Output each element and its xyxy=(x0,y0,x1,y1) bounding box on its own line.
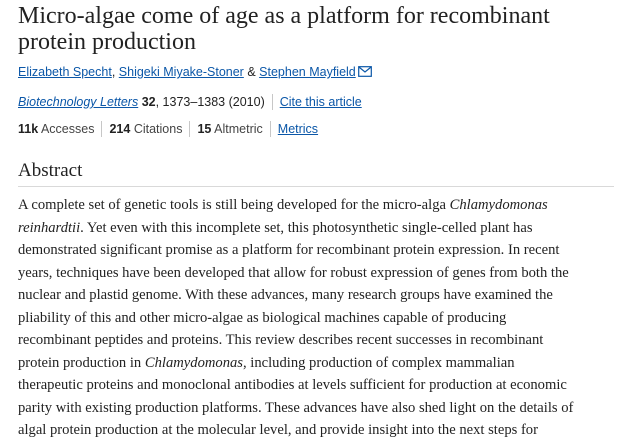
volume-number: 32 xyxy=(141,95,156,109)
author-link[interactable]: Stephen Mayfield xyxy=(259,65,356,79)
abstract-text-run: A complete set of genetic tools is still being developed for the micro-alga xyxy=(18,197,450,213)
accesses-label: Accesses xyxy=(40,122,95,136)
abstract-line xyxy=(18,307,618,330)
article-title: Micro-algae come of age as a platform for recombinant protein production xyxy=(18,3,550,55)
altmetric-label: Altmetric xyxy=(214,122,263,136)
abstract-line xyxy=(18,397,618,420)
altmetric-score: 15 xyxy=(197,122,212,136)
abstract-line xyxy=(18,284,618,307)
accesses-count: 11k xyxy=(18,122,39,136)
abstract-text-run: algal protein production at the molecular level, and provide insight into the next steps for xyxy=(18,422,538,438)
author-separator: & xyxy=(247,65,256,79)
abstract-text-run: protein production in xyxy=(18,354,145,371)
journal-link[interactable]: Biotechnology Letters xyxy=(18,95,139,109)
abstract-line xyxy=(18,374,618,397)
author-list xyxy=(18,65,372,80)
divider xyxy=(101,121,102,137)
species-name: reinhardtii xyxy=(18,219,81,236)
divider xyxy=(270,121,271,137)
author-link[interactable]: Shigeki Miyake-Stoner xyxy=(118,65,244,79)
abstract-line xyxy=(18,352,618,375)
abstract-line xyxy=(18,329,618,352)
abstract-text-run: therapeutic proteins and monoclonal antibodies at levels sufficient for production at economic xyxy=(18,377,567,393)
abstract-text-run: nuclear and plastid genome. With these advances, many research groups have examined the xyxy=(18,287,553,303)
abstract-line xyxy=(18,419,618,442)
author-link[interactable]: Elizabeth Specht xyxy=(18,65,112,79)
mail-icon[interactable] xyxy=(358,66,372,80)
abstract-text-run: years, techniques have been developed that allow for robust expression of genes from both the xyxy=(18,264,569,281)
abstract-line xyxy=(18,239,618,262)
abstract-heading: Abstract xyxy=(18,160,83,181)
citation-line xyxy=(18,94,362,110)
author-separator: , xyxy=(111,65,116,79)
divider xyxy=(189,121,190,137)
abstract-line xyxy=(18,217,618,240)
abstract-text-run: recombinant peptides and proteins. This review describes recent successes in recombinant xyxy=(18,332,544,348)
citations-label: Citations xyxy=(133,122,183,136)
abstract-text-run: demonstrated significant promise as a platform for recombinant protein expression. In recent xyxy=(18,242,560,258)
divider xyxy=(272,94,273,110)
abstract-text-run: . Yet even with this incomplete set, this photosynthetic single-celled plant has xyxy=(80,219,533,236)
citations-count: 214 xyxy=(109,122,131,136)
abstract-line xyxy=(18,262,618,285)
cite-article-link[interactable]: Cite this article xyxy=(279,95,362,109)
abstract-text-run: , including production of complex mammalian xyxy=(242,354,515,371)
pages-year: , 1373–1383 (2010) xyxy=(155,95,265,109)
section-divider xyxy=(18,186,614,187)
abstract-line xyxy=(18,194,618,217)
species-name: Chlamydomonas xyxy=(144,354,243,371)
metrics-bar xyxy=(18,121,318,137)
abstract-text-run: pliability of this and other micro-algae as biological machines capable of producing xyxy=(18,309,507,326)
abstract-text xyxy=(18,194,618,442)
metrics-link[interactable]: Metrics xyxy=(277,122,319,136)
species-name: Chlamydomonas xyxy=(449,197,548,213)
abstract-text-run: parity with existing production platforms. These advances have also shed light on the details of xyxy=(18,399,574,416)
